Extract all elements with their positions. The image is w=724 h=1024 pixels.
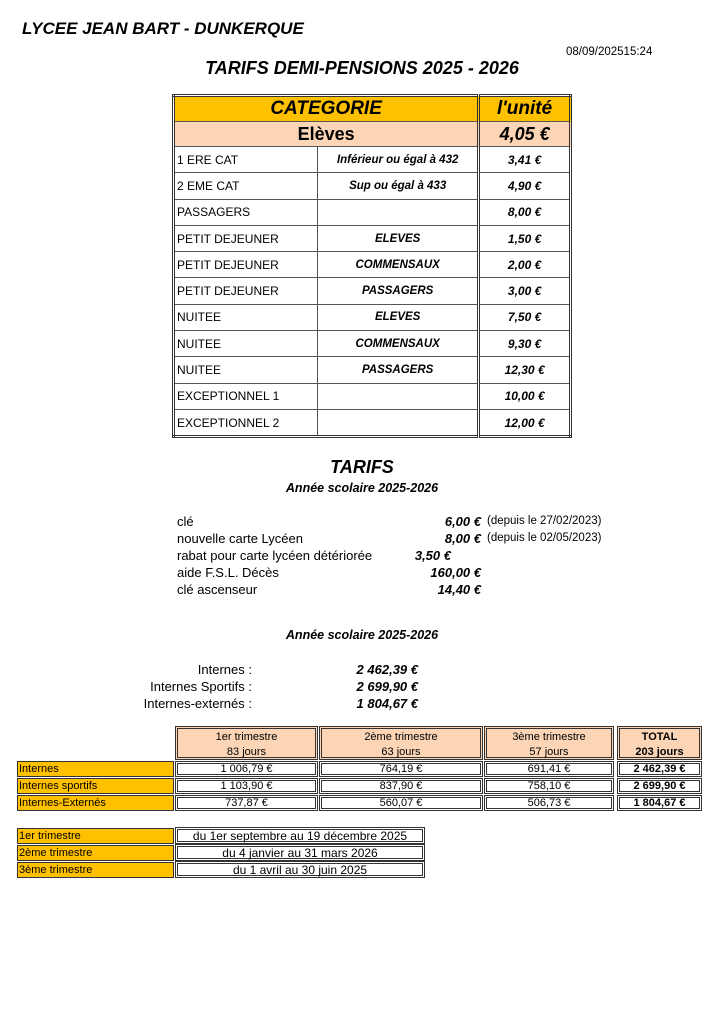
cell-t2: 837,90 € (319, 778, 483, 794)
tarif-item-value: 8,00 € (444, 531, 481, 546)
cell-t1: 737,87 € (175, 795, 318, 811)
trimester-header (484, 726, 614, 760)
trimester-header-days: 83 jours (226, 746, 267, 758)
row-detail: COMMENSAUX (318, 331, 479, 357)
row-category: NUITEE (174, 331, 318, 357)
annual-year-label: Année scolaire 2025-2026 (285, 628, 439, 642)
boarder-type-label: Internes : (197, 662, 252, 677)
cell-total: 2 462,39 € (617, 761, 702, 777)
row-price: 7,50 € (479, 304, 571, 330)
categories-table (172, 94, 572, 438)
row-label: Internes (17, 761, 174, 777)
cell-t1: 1 103,90 € (175, 778, 318, 794)
row-detail: PASSAGERS (318, 357, 479, 383)
period-label: 2ème trimestre (17, 845, 174, 861)
cell-total: 2 699,90 € (617, 778, 702, 794)
cell-t3: 691,41 € (484, 761, 614, 777)
period-label: 3ème trimestre (17, 862, 174, 878)
table-row (174, 331, 571, 357)
tarif-item-label: clé ascenseur (177, 582, 258, 597)
tarif-item-value: 6,00 € (444, 514, 481, 529)
row-category: PETIT DEJEUNER (174, 278, 318, 304)
cell-t2: 764,19 € (319, 761, 483, 777)
period-range: du 1 avril au 30 juin 2025 (175, 861, 425, 878)
row-price: 1,50 € (479, 225, 571, 251)
boarder-type-value: 2 699,90 € (356, 679, 418, 694)
row-detail (318, 383, 479, 409)
total-header (617, 726, 702, 760)
trimester-header (175, 726, 318, 760)
row-label: Internes-Externés (17, 795, 174, 811)
tarif-item-value: 14,40 € (437, 582, 481, 597)
cell-t1: 1 006,79 € (175, 761, 318, 777)
subheader-students-price: 4,05 € (479, 122, 571, 147)
tarif-item-label: nouvelle carte Lycéen (177, 531, 303, 546)
trimester-header-name: 2ème trimestre (364, 731, 438, 743)
row-price: 3,00 € (479, 278, 571, 304)
tarif-item-label: aide F.S.L. Décès (177, 565, 279, 580)
tarif-item-label: rabat pour carte lycéen détériorée (177, 548, 373, 563)
row-category: NUITEE (174, 304, 318, 330)
row-category: 2 EME CAT (174, 173, 318, 199)
row-detail (318, 409, 479, 436)
row-detail: ELEVES (318, 304, 479, 330)
table-row (174, 383, 571, 409)
tarif-item-note: (depuis le 02/05/2023) (487, 532, 602, 544)
row-price: 12,30 € (479, 357, 571, 383)
row-price: 4,90 € (479, 173, 571, 199)
period-range: du 1er septembre au 19 décembre 2025 (175, 827, 425, 844)
row-price: 10,00 € (479, 383, 571, 409)
tarif-item-label: clé (177, 514, 194, 529)
table-row (174, 173, 571, 199)
period-label: 1er trimestre (17, 828, 174, 844)
boarder-type-label: Internes-externés : (143, 696, 252, 711)
table-row (174, 304, 571, 330)
period-range: du 4 janvier au 31 mars 2026 (175, 844, 425, 861)
tarifs-title: TARIFS (330, 457, 394, 477)
column-header-category: CATEGORIE (174, 96, 479, 122)
cell-t2: 560,07 € (319, 795, 483, 811)
table-row (174, 252, 571, 278)
row-detail (318, 199, 479, 225)
row-price: 8,00 € (479, 199, 571, 225)
row-category: 1 ERE CAT (174, 147, 318, 173)
boarder-type-value: 1 804,67 € (356, 696, 418, 711)
table-row (174, 278, 571, 304)
subheader-students: Elèves (174, 122, 479, 147)
table-row (174, 409, 571, 436)
tarif-item-note: (depuis le 27/02/2023) (487, 515, 602, 527)
boarder-type-value: 2 462,39 € (356, 662, 418, 677)
school-name: LYCEE JEAN BART - DUNKERQUE (22, 19, 304, 38)
row-category: PETIT DEJEUNER (174, 225, 318, 251)
row-category: PASSAGERS (174, 199, 318, 225)
table-row (174, 225, 571, 251)
tarif-item-value: 160,00 € (430, 565, 481, 580)
row-price: 9,30 € (479, 331, 571, 357)
row-detail: COMMENSAUX (318, 252, 479, 278)
trimester-header-days: 63 jours (381, 746, 421, 758)
trimester-header-name: 1er trimestre (215, 731, 278, 743)
column-header-unit: l'unité (479, 96, 571, 122)
trimester-header (319, 726, 483, 760)
cell-total: 1 804,67 € (617, 795, 702, 811)
tarif-item-value: 3,50 € (414, 548, 451, 563)
row-price: 2,00 € (479, 252, 571, 278)
row-category: EXCEPTIONNEL 2 (174, 409, 318, 436)
cell-t3: 506,73 € (484, 795, 614, 811)
page-title: TARIFS DEMI-PENSIONS 2025 - 2026 (205, 58, 519, 78)
print-datetime: 08/09/202515:24 (566, 46, 653, 58)
boarder-type-label: Internes Sportifs : (150, 679, 252, 694)
trimester-header-days: 57 jours (529, 746, 569, 758)
row-price: 3,41 € (479, 147, 571, 173)
total-header-name: TOTAL (641, 731, 678, 743)
row-price: 12,00 € (479, 409, 571, 436)
row-category: NUITEE (174, 357, 318, 383)
table-row (174, 357, 571, 383)
row-detail: ELEVES (318, 225, 479, 251)
row-category: EXCEPTIONNEL 1 (174, 383, 318, 409)
trimester-header-name: 3ème trimestre (512, 731, 586, 743)
row-detail: Sup ou égal à 433 (318, 173, 479, 199)
row-detail: PASSAGERS (318, 278, 479, 304)
cell-t3: 758,10 € (484, 778, 614, 794)
table-row (174, 199, 571, 225)
table-row (174, 147, 571, 173)
total-header-days: 203 jours (635, 746, 684, 758)
tarifs-year-label: Année scolaire 2025-2026 (285, 481, 439, 495)
row-category: PETIT DEJEUNER (174, 252, 318, 278)
row-label: Internes sportifs (17, 778, 174, 794)
row-detail: Inférieur ou égal à 432 (318, 147, 479, 173)
